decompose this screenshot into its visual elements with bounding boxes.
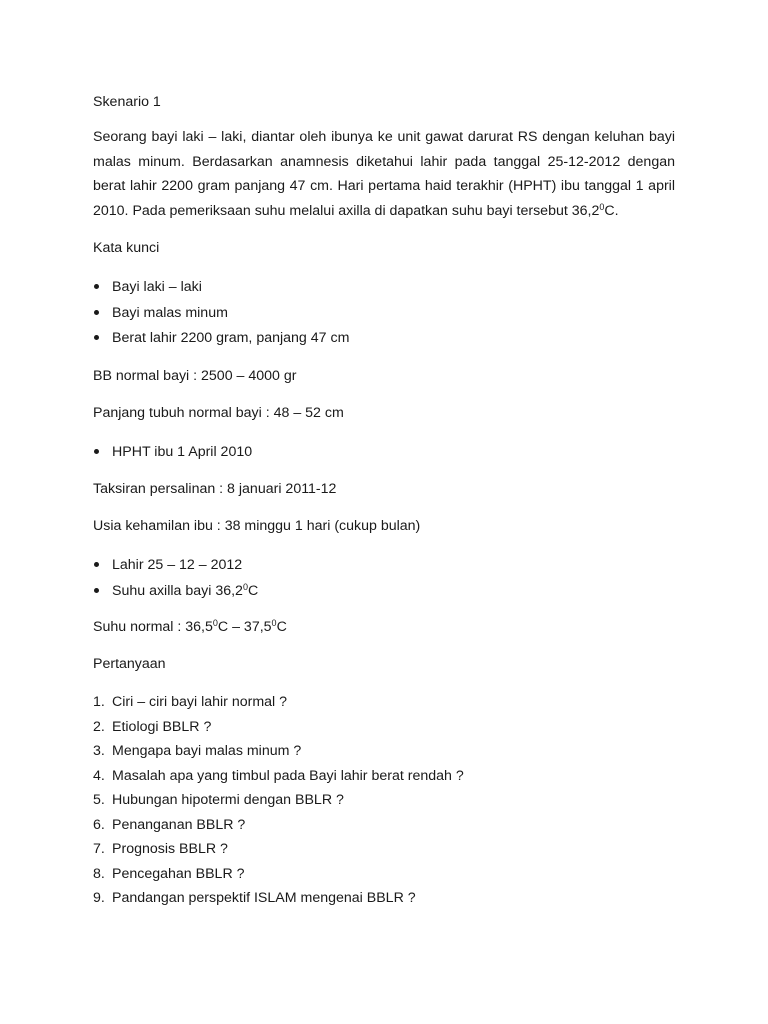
list-item-text: Bayi laki – laki bbox=[112, 279, 202, 295]
scenario-text: Seorang bayi laki – laki, diantar oleh ibunya ke unit gawat darurat RS dengan keluhan bayi malas minum. Berdasarkan anamnesis diketahui lahir pada tanggal 25-12-2012 dengan berat lahir 2200 gram panjang 47 cm. Hari pertama haid terakhir (HPHT) ibu tanggal 1 april 2010. Pada pemeriksaan suhu melalui axilla di dapatkan suhu bayi tersebut 36,2 bbox=[93, 129, 675, 220]
list-item-text: Bayi malas minum bbox=[112, 304, 228, 321]
question-text: Ciri – ciri bayi lahir normal ? bbox=[112, 694, 288, 710]
question-item bbox=[93, 888, 464, 913]
suhu-normal-part: Suhu normal : 36,5 bbox=[93, 619, 213, 635]
question-text: Hubungan hipotermi dengan BBLR ? bbox=[112, 792, 344, 808]
bullet-icon bbox=[94, 562, 99, 567]
list-item-text: HPHT ibu 1 April 2010 bbox=[112, 444, 253, 460]
question-text: Penanganan BBLR ? bbox=[112, 816, 246, 833]
question-number: 8. bbox=[93, 865, 105, 882]
keywords-list-1 bbox=[93, 277, 349, 354]
question-item bbox=[93, 717, 464, 742]
question-number: 4. bbox=[93, 767, 105, 784]
scenario-superscript: 0 bbox=[599, 202, 605, 213]
bullet-icon bbox=[94, 588, 99, 593]
list-item-text-end: C bbox=[247, 582, 259, 599]
suhu-normal-part: C bbox=[276, 619, 287, 635]
question-text: Prognosis BBLR ? bbox=[112, 841, 228, 857]
question-number: 7. bbox=[93, 841, 105, 857]
suhu-normal-text bbox=[93, 617, 287, 637]
usia-kehamilan-text: Usia kehamilan ibu : 38 minggu 1 hari (cukup bulan) bbox=[93, 518, 421, 534]
bullet-icon bbox=[94, 449, 99, 454]
suhu-normal-part: C – 37,5 bbox=[217, 619, 272, 635]
list-item bbox=[93, 303, 349, 329]
bullet-icon bbox=[94, 310, 99, 315]
keywords-heading: Kata kunci bbox=[93, 240, 160, 256]
list-item bbox=[93, 555, 258, 581]
question-item bbox=[93, 692, 464, 717]
taksiran-text: Taksiran persalinan : 8 januari 2011-12 bbox=[93, 481, 337, 497]
question-number: 5. bbox=[93, 792, 105, 808]
bullet-icon bbox=[94, 284, 99, 289]
questions-heading: Pertanyaan bbox=[93, 656, 166, 672]
bullet-icon bbox=[94, 335, 99, 340]
list-item-text: Berat lahir 2200 gram, panjang 47 cm bbox=[112, 330, 350, 346]
question-item bbox=[93, 741, 464, 766]
superscript: 0 bbox=[271, 618, 277, 628]
question-text: Etiologi BBLR ? bbox=[112, 718, 212, 735]
panjang-normal-text: Panjang tubuh normal bayi : 48 – 52 cm bbox=[93, 405, 344, 421]
question-item bbox=[93, 766, 464, 791]
question-number: 1. bbox=[93, 694, 105, 710]
bb-normal-text: BB normal bayi : 2500 – 4000 gr bbox=[93, 368, 297, 384]
list-item-text: Suhu axilla bayi 36,2 bbox=[112, 582, 243, 599]
question-number: 3. bbox=[93, 743, 105, 759]
question-item bbox=[93, 864, 464, 889]
keywords-list-2 bbox=[93, 442, 252, 468]
question-text: Pencegahan BBLR ? bbox=[112, 865, 245, 882]
question-text: Masalah apa yang timbul pada Bayi lahir berat rendah ? bbox=[112, 767, 464, 784]
keywords-list-3 bbox=[93, 555, 258, 606]
list-item bbox=[93, 277, 349, 303]
question-item bbox=[93, 790, 464, 815]
question-number: 2. bbox=[93, 718, 105, 735]
list-item bbox=[93, 442, 252, 468]
question-number: 6. bbox=[93, 816, 105, 833]
question-text: Mengapa bayi malas minum ? bbox=[112, 743, 302, 759]
document-title: Skenario 1 bbox=[93, 94, 161, 110]
superscript: 0 bbox=[212, 618, 218, 628]
scenario-text-end: C. bbox=[604, 203, 619, 220]
question-text: Pandangan perspektif ISLAM mengenai BBLR ? bbox=[112, 890, 416, 906]
list-item-text: Lahir 25 – 12 – 2012 bbox=[112, 557, 243, 573]
questions-list bbox=[93, 692, 464, 913]
question-item bbox=[93, 815, 464, 840]
list-item bbox=[93, 328, 349, 354]
list-item bbox=[93, 581, 258, 607]
question-number: 9. bbox=[93, 890, 105, 906]
question-item bbox=[93, 839, 464, 864]
superscript: 0 bbox=[242, 581, 248, 592]
scenario-paragraph bbox=[93, 125, 675, 224]
